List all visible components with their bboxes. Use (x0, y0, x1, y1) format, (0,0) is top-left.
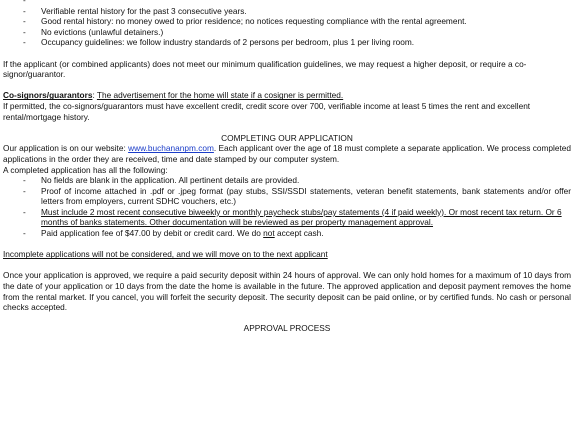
list-item (23, 228, 571, 239)
qualification-paragraph: If the applicant (or combined applicants) does not meet our minimum qualification guidelines, we may request a higher deposit, or require a co-signor/guarantor. (3, 58, 527, 80)
fee-text-before: Paid application fee of $47.00 by debit or credit card. We do (41, 228, 264, 239)
list-item: - Occupancy guidelines: we follow industry standards of 2 persons per bedroom, plus 1 per living room. (23, 37, 571, 48)
incomplete-notice: Incomplete applications will not be considered, and we will move on to the next applicant (3, 249, 328, 260)
list-item: - Good rental history: no money owed to prior residence; no notices requesting compliance with the rental agreement. (23, 16, 571, 27)
list-item: - No evictions (unlawful detainers.) (23, 27, 571, 38)
document-body (3, 0, 571, 334)
qualification-bullet-list (3, 0, 571, 48)
cosigner-label: Co-signors/guarantors (3, 90, 93, 101)
intro-text-before-link: Our application is on our website: (3, 143, 129, 154)
list-item: - Proof of income attached in .pdf or .jpeg format (pay stubs, SSI/SSDI statements, veteran benefit statements, bank statements and/or offer letters from employers, current SDHC vouchers, etc.) (23, 186, 571, 207)
cosigner-paragraph: If permitted, the co-signors/guarantors must have excellent credit, credit score over 700, verifiable income at least 5 times the rent and excellent rental/mortgage history. (3, 100, 531, 122)
paystub-requirement: Must include 2 most recent consecutive biweekly or monthly paycheck stubs/pay statements (4 if paid weekly). Or most recent tax return. Or 6 months of banks statements. Other documentation will be reviewed as per property management approval. (41, 206, 562, 228)
fee-text-not: not (263, 228, 275, 239)
cosigner-separator: : (92, 90, 97, 101)
list-item: - Verifiable rental history for the past 3 consecutive years. (23, 6, 571, 17)
approval-paragraph: Once your application is approved, we require a paid security deposit within 24 hours of approval. We can only hold homes for a maximum of 10 days from the date of your application or 10 days from the date the home is available in the future. The approved application and deposit payment removes the home from the rental market. If you cancel, you will forfeit the security deposit. The security deposit can be paid online, or by certified funds. No cash or personal checks accepted. (3, 270, 571, 313)
website-link[interactable]: www.buchananpm.com (128, 143, 214, 154)
cosigner-statement: The advertisement for the home will state if a cosigner is permitted. (96, 90, 344, 101)
list-item: - No fields are blank in the application. All pertinent details are provided. (23, 175, 571, 186)
list-item (23, 207, 571, 228)
intro-text-after-link: . Each applicant over the age of 18 must complete a separate application. We process completed applications in the order they are received, time and date stamped by our computer system. (3, 143, 571, 164)
fee-text-after: accept cash. (274, 228, 324, 239)
completing-intro (3, 143, 571, 164)
complete-application-lead: A completed application has all the following: (3, 164, 168, 175)
cosigner-statement-line (3, 90, 571, 101)
approval-process-heading: APPROVAL PROCESS (243, 323, 331, 334)
completing-heading: COMPLETING OUR APPLICATION (221, 132, 353, 143)
complete-application-list (3, 175, 571, 239)
